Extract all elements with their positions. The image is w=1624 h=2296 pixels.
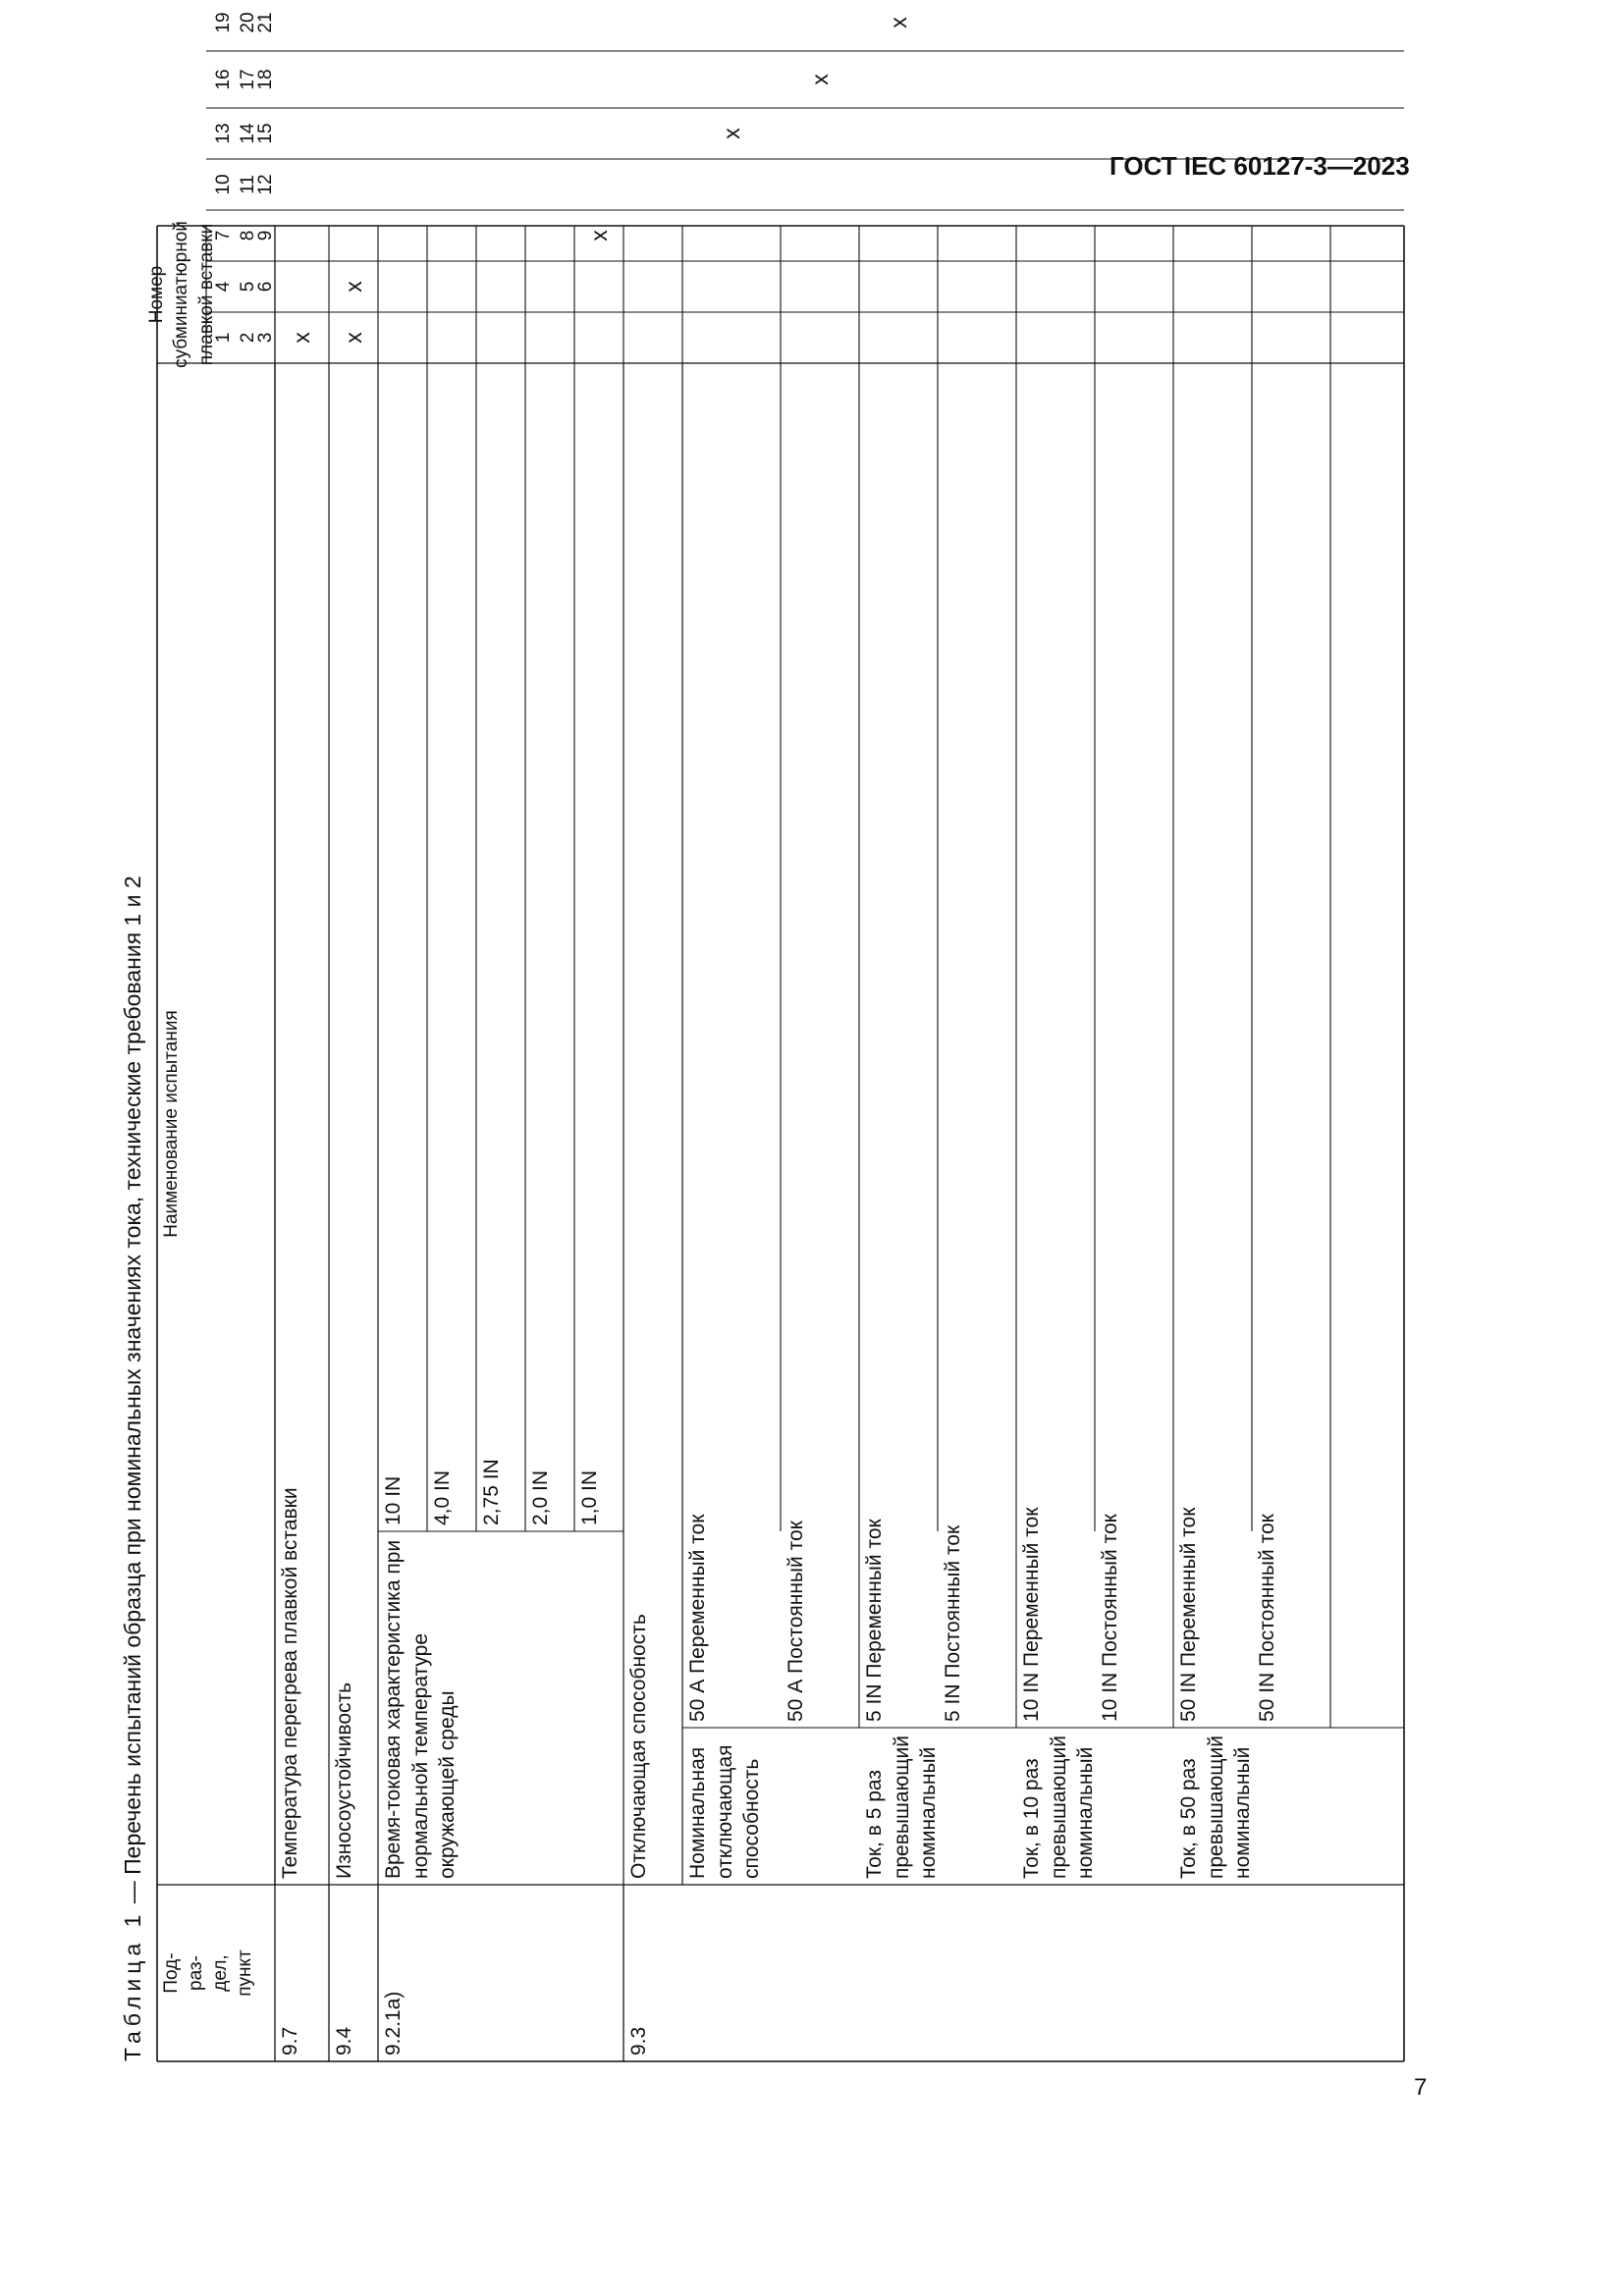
test-name-cell: Температура перегрева плавкой вставки — [279, 1487, 301, 1879]
sample-number: 2 — [238, 332, 259, 344]
sample-number: 17 — [238, 69, 259, 90]
test-name-cell: Износоустойчивость — [333, 1682, 355, 1879]
test-mark: x — [885, 17, 911, 28]
test-subrow-cell: 4,0 IN — [431, 1469, 454, 1525]
sample-number: 11 — [238, 175, 259, 194]
test-subrow-cell: 2,0 IN — [529, 1469, 552, 1525]
test-group-cell: Ток, в 10 раз превышающий номинальный — [1020, 1735, 1098, 1879]
sample-number: 18 — [255, 69, 277, 90]
page-number: 7 — [1414, 2074, 1428, 2101]
clause-cell: 9.2.1a) — [382, 1991, 405, 2056]
sample-number: 14 — [238, 123, 259, 144]
sample-number: 19 — [213, 12, 235, 33]
sample-number: 10 — [213, 174, 235, 195]
sample-number: 3 — [255, 332, 277, 344]
test-subrow-cell: 50 IN Переменный ток — [1177, 1507, 1200, 1722]
clause-cell: 9.4 — [333, 2026, 355, 2056]
test-mark: x — [718, 128, 744, 139]
test-mark: x — [289, 332, 315, 344]
sample-number: 15 — [255, 123, 277, 144]
test-group-cell: Номинальная отключающая способность — [686, 1744, 764, 1879]
test-subrow-cell: 50 А Постоянный ток — [785, 1521, 807, 1722]
header-test-name: Наименование испытания — [161, 1010, 182, 1238]
test-subrow-cell: 50 А Переменный ток — [686, 1514, 709, 1722]
test-group-cell: Ток, в 5 раз превышающий номинальный — [863, 1735, 941, 1879]
test-subrow-cell: 5 IN Постоянный ток — [942, 1524, 964, 1722]
header-sample-numbers: Номер субминиатюрной плавкой вставки — [146, 221, 217, 368]
table-caption — [108, 226, 157, 2061]
test-group-cell: Время-токовая характеристика при нормальной температуре окружающей среды — [382, 1539, 460, 1879]
test-subrow-cell: 2,75 IN — [480, 1459, 503, 1525]
sample-number: 21 — [255, 12, 277, 33]
test-subrow-cell: 5 IN Переменный ток — [863, 1519, 886, 1722]
sample-number: 6 — [255, 281, 277, 293]
clause-cell: 9.3 — [627, 2026, 650, 2056]
header-clause: Под- раз- дел, пункт — [161, 1949, 256, 1997]
test-subrow-cell: 50 IN Постоянный ток — [1256, 1514, 1278, 1722]
test-mark: x — [340, 281, 366, 293]
test-subrow-cell: 1,0 IN — [578, 1469, 601, 1525]
sample-number: 20 — [238, 12, 259, 33]
test-group-cell: Ток, в 50 раз превышающий номинальный — [1177, 1735, 1255, 1879]
sample-number: 8 — [238, 230, 259, 241]
test-name-cell: Отключающая способность — [627, 1614, 650, 1879]
sample-number: 1 — [213, 332, 235, 344]
sample-number: 16 — [213, 69, 235, 90]
sample-number: 4 — [213, 281, 235, 293]
test-subrow-cell: 10 IN — [382, 1475, 405, 1525]
sample-number: 5 — [238, 281, 259, 293]
test-mark: x — [806, 74, 833, 85]
test-subrow-cell: 10 IN Постоянный ток — [1099, 1514, 1121, 1722]
sample-number: 9 — [255, 230, 277, 241]
sample-number: 12 — [255, 174, 277, 195]
test-mark: x — [340, 332, 366, 344]
test-subrow-cell: 10 IN Переменный ток — [1020, 1507, 1043, 1722]
test-mark: x — [585, 230, 612, 241]
sample-number: 7 — [213, 230, 235, 241]
table-caption-prefix: Таблица 1 — [120, 1909, 145, 2061]
document-code: ГОСТ IEC 60127-3—2023 — [1110, 151, 1410, 181]
sample-number: 13 — [213, 123, 235, 144]
clause-cell: 9.7 — [279, 2026, 301, 2056]
table-caption-text: — Перечень испытаний образца при номинальных значениях тока, технические требования 1 и 2 — [120, 876, 145, 1910]
